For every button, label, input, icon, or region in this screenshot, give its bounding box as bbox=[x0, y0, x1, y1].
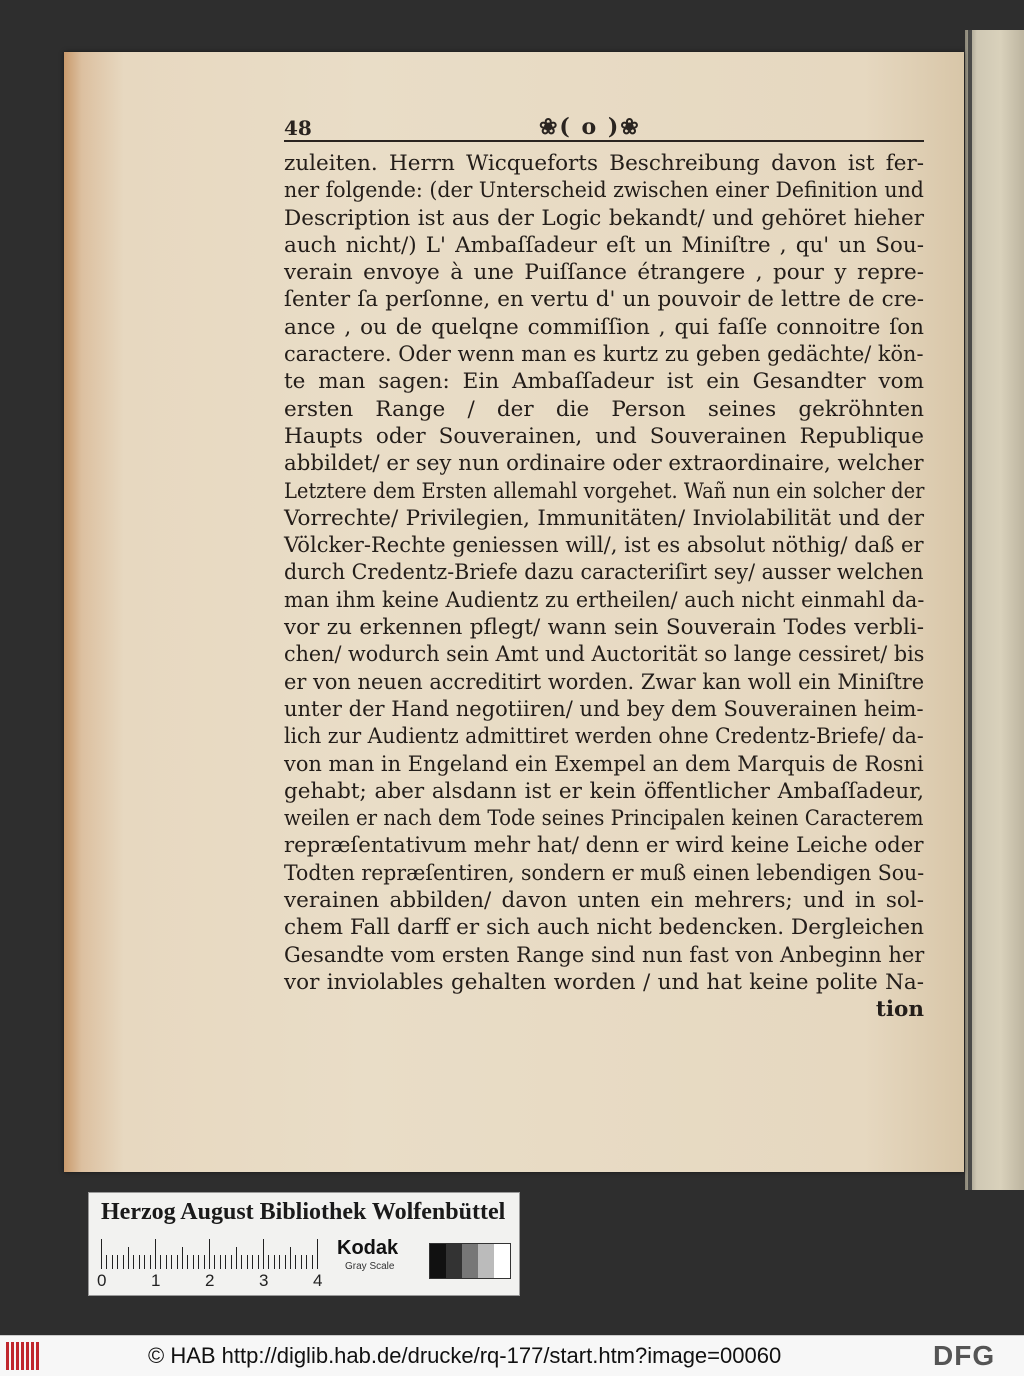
text-line: Todten repræſentiren, sondern er muß einen lebendigen Sou- bbox=[284, 860, 925, 886]
text-line: man ihm keine Audientz zu ertheilen/ auch nicht einmahl da- bbox=[284, 587, 925, 613]
ruler-tick bbox=[166, 1255, 167, 1269]
book-page bbox=[64, 52, 964, 1172]
scale-number: 3 bbox=[259, 1271, 269, 1290]
gray-patch bbox=[494, 1244, 510, 1278]
kodak-subtitle: Gray Scale bbox=[345, 1261, 395, 1272]
gray-scale-patches bbox=[429, 1243, 511, 1279]
ruler-tick bbox=[144, 1255, 145, 1269]
ruler-tick bbox=[177, 1255, 178, 1269]
footer-bar bbox=[0, 1335, 1024, 1376]
text-line: lich zur Audientz admittiret werden ohne Credentz-Briefe/ da- bbox=[284, 724, 924, 750]
page-number: 48 bbox=[284, 116, 312, 140]
text-line: verain envoye à une Puiſſance étrangere , pour y repre- bbox=[284, 260, 924, 286]
text-line: repræſentativum mehr hat/ denn er wird keine Leiche oder bbox=[284, 833, 924, 859]
ruler-tick bbox=[112, 1255, 113, 1269]
ruler-tick bbox=[155, 1239, 156, 1269]
text-line: er von neuen accreditirt worden. Zwar kan woll ein Miniſtre bbox=[284, 669, 925, 695]
running-header bbox=[284, 114, 924, 142]
color-target-card bbox=[88, 1192, 520, 1296]
text-line: gehabt; aber alsdann ist er kein öffentlicher Ambaſſadeur, bbox=[284, 778, 924, 804]
text-line: ner folgende: (der Unterscheid zwischen einer Definition und bbox=[284, 178, 924, 204]
ruler-tick bbox=[252, 1255, 253, 1269]
text-line: unter der Hand negotiiren/ und bey dem Souverainen heim- bbox=[284, 696, 924, 722]
ruler-tick bbox=[133, 1255, 134, 1269]
text-line: Description ist aus der Logic bekandt/ und gehöret hieher bbox=[284, 205, 924, 231]
ruler-tick bbox=[160, 1255, 161, 1269]
text-line: chen/ wodurch sein Amt und Auctorität so lange cessiret/ bis bbox=[284, 642, 925, 668]
text-line: ance , ou de quelqne commiſſion , qui faſſe connoitre ſon bbox=[284, 314, 924, 340]
text-line: Haupts oder Souverainen, und Souverainen Republique bbox=[284, 423, 924, 449]
text-line: vor zu erkennen pflegt/ wann sein Souverain Todes verbli- bbox=[284, 615, 924, 641]
ruler-tick bbox=[198, 1255, 199, 1269]
scale-number: 0 bbox=[97, 1271, 107, 1290]
text-line: auch nicht/) L' Ambaſſadeur eſt un Miniſtre , qu' un Sou- bbox=[284, 232, 924, 258]
text-line: von man in Engeland ein Exempel an dem Marquis de Rosni bbox=[284, 751, 924, 777]
scale-number: 1 bbox=[151, 1271, 161, 1290]
ruler-tick bbox=[268, 1255, 269, 1269]
ruler-tick bbox=[312, 1255, 313, 1269]
text-line: Völcker-Rechte geniessen will/, ist es absolut nöthig/ daß er bbox=[284, 533, 924, 559]
ruler-tick bbox=[187, 1255, 188, 1269]
ruler-tick bbox=[193, 1255, 194, 1269]
dfg-logo: DFG bbox=[933, 1340, 996, 1371]
text-line: Vorrechte/ Privilegien, Immunitäten/ Inviolabilität und der bbox=[284, 505, 924, 531]
body-text bbox=[284, 150, 924, 996]
text-line: ersten Range / der die Person seines gekröhnten bbox=[284, 396, 924, 422]
catchword: tion bbox=[875, 997, 924, 1023]
gray-patch bbox=[446, 1244, 462, 1278]
ruler-tick bbox=[128, 1247, 129, 1269]
library-name: Herzog August Bibliothek Wolfenbüttel bbox=[101, 1199, 506, 1225]
text-line: te man sagen: Ein Ambaſſadeur ist ein Gesandter vom bbox=[284, 369, 924, 395]
gray-patch bbox=[478, 1244, 494, 1278]
text-line: caractere. Oder wenn man es kurtz zu geben gedächte/ kön- bbox=[284, 342, 924, 368]
scale-number: 4 bbox=[313, 1271, 323, 1290]
ruler-tick bbox=[285, 1255, 286, 1269]
text-line: durch Credentz-Briefe dazu caracteriſirt sey/ ausser welchen bbox=[284, 560, 924, 586]
ruler-tick bbox=[123, 1255, 124, 1269]
gray-patch bbox=[430, 1244, 446, 1278]
ruler-tick bbox=[204, 1255, 205, 1269]
text-line: ſenter ſa perſonne, en vertu d' un pouvoir de lettre de cre- bbox=[284, 287, 924, 313]
scale-ruler bbox=[101, 1239, 323, 1269]
gutter-line bbox=[968, 30, 972, 1190]
text-line: Letztere dem Ersten allemahl vorgehet. Wañ nun ein solcher der bbox=[284, 478, 925, 504]
text-line: chem Fall darff er sich auch nicht bedencken. Dergleichen bbox=[284, 915, 924, 941]
header-ornament: ❀( o )❀ bbox=[539, 114, 641, 140]
ruler-tick bbox=[214, 1255, 215, 1269]
text-line: verainen abbilden/ davon unten ein mehrers; und in sol- bbox=[284, 888, 924, 914]
scale-number: 2 bbox=[205, 1271, 215, 1290]
ruler-tick bbox=[171, 1255, 172, 1269]
adjacent-page-edge bbox=[965, 30, 1024, 1190]
ruler-tick bbox=[263, 1239, 264, 1269]
ruler-tick bbox=[274, 1255, 275, 1269]
ruler-tick bbox=[317, 1239, 318, 1269]
ruler-tick bbox=[139, 1255, 140, 1269]
ruler-tick bbox=[209, 1239, 210, 1269]
page-content bbox=[284, 114, 924, 1024]
ruler-tick bbox=[225, 1255, 226, 1269]
ruler-tick bbox=[117, 1255, 118, 1269]
text-line: zuleiten. Herrn Wicqueforts Beschreibung davon ist fer- bbox=[284, 151, 924, 176]
kodak-brand: Kodak bbox=[337, 1237, 399, 1259]
hab-logo-icon bbox=[6, 1342, 42, 1370]
ruler-tick bbox=[306, 1255, 307, 1269]
text-line: Gesandte vom ersten Range sind nun fast von Anbeginn her bbox=[284, 942, 925, 968]
footer-copyright-url[interactable]: © HAB http://diglib.hab.de/drucke/rq-177/start.htm?image=00060 bbox=[148, 1343, 782, 1368]
ruler-tick bbox=[290, 1247, 291, 1269]
ruler-tick bbox=[150, 1255, 151, 1269]
ruler-tick bbox=[220, 1255, 221, 1269]
text-line: weilen er nach dem Tode seines Principalen keinen Caracterem bbox=[284, 806, 924, 832]
ruler-tick bbox=[295, 1255, 296, 1269]
ruler-tick bbox=[106, 1255, 107, 1269]
ruler-tick bbox=[247, 1255, 248, 1269]
text-line: abbildet/ er sey nun ordinaire oder extraordinaire, welcher bbox=[284, 451, 924, 477]
ruler-tick bbox=[301, 1255, 302, 1269]
ruler-tick bbox=[241, 1255, 242, 1269]
ruler-tick bbox=[101, 1239, 102, 1269]
ruler-tick bbox=[231, 1255, 232, 1269]
ruler-tick bbox=[258, 1255, 259, 1269]
text-line: vor inviolables gehalten worden / und hat keine polite Na- bbox=[284, 969, 924, 995]
ruler-tick bbox=[182, 1247, 183, 1269]
ruler-tick bbox=[279, 1255, 280, 1269]
gray-patch bbox=[462, 1244, 478, 1278]
ruler-tick bbox=[236, 1247, 237, 1269]
